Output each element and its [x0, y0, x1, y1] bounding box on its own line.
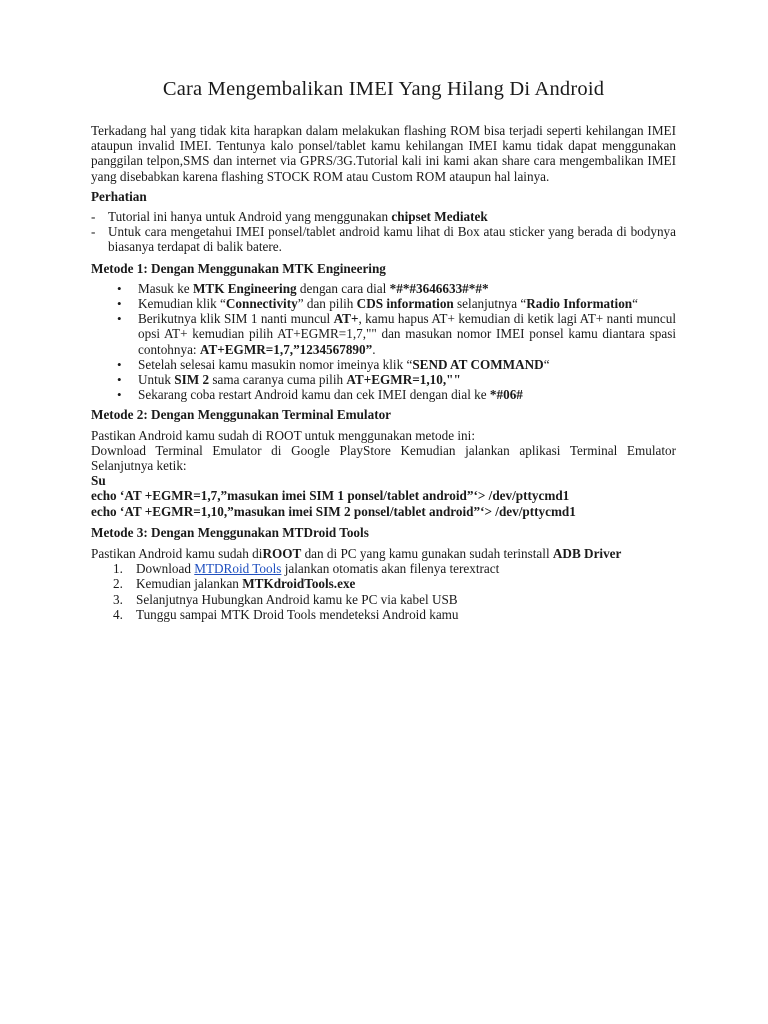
list-item	[91, 357, 676, 372]
list-item: - Untuk cara mengetahui IMEI ponsel/tablet android kamu lihat di Box atau sticker yang berada di bodynya biasanya terdapat di balik batere.	[91, 224, 676, 254]
item-text: Untuk	[138, 372, 175, 388]
chipset-label: chipset Mediatek	[391, 209, 488, 225]
item-text: Pastikan Android kamu sudah di	[91, 546, 263, 562]
item-text: dan di PC yang kamu gunakan sudah terinstall	[301, 546, 553, 562]
list-item	[91, 592, 676, 607]
metode1-heading: Metode 1: Dengan Menggunakan MTK Engineering	[91, 260, 386, 276]
item-bold: Connectivity	[225, 296, 298, 312]
item-text: “	[632, 296, 638, 312]
item-text: jalankan otomatis akan filenya terextract	[281, 561, 500, 577]
item-bold: CDS information	[356, 296, 454, 312]
item-text: Kemudian klik “	[138, 296, 226, 312]
metode2-heading: Metode 2: Dengan Menggunakan Terminal Emulator	[91, 407, 392, 423]
document-body	[91, 123, 676, 622]
dial-code: *#06#	[489, 387, 523, 403]
list-item	[91, 561, 676, 576]
perhatian-heading: Perhatian	[91, 188, 147, 204]
step-number: 1.	[113, 561, 123, 577]
item-bold: Radio Information	[526, 296, 633, 312]
list-item	[91, 209, 676, 224]
command-sim1	[91, 488, 676, 503]
metode2-line1: Pastikan Android kamu sudah di ROOT untuk menggunakan metode ini:	[91, 427, 475, 443]
item-text: ” dan pilih	[297, 296, 357, 312]
metode3-intro	[91, 546, 676, 561]
step-number: 3.	[113, 591, 123, 607]
item-text: , kamu hapus AT+ kemudian di ketik lagi AT+ nanti muncul opsi AT+ kemudian pilih AT+EGMR=1,7,"" dan masukan nomor IMEI ponsel kamu diantara spasi contohnya:	[138, 311, 676, 357]
step-number: 4.	[113, 606, 123, 622]
item-text: Tutorial ini hanya untuk Android yang menggunakan	[108, 209, 392, 225]
command-text: echo ‘AT +EGMR=1,10,”masukan imei SIM 2 ponsel/tablet android”‘> /dev/pttycmd1	[91, 503, 576, 519]
step-number: 2.	[113, 576, 123, 592]
item-text: Setelah selesai kamu masukin nomor imeinya klik “	[138, 356, 413, 372]
command-text: echo ‘AT +EGMR=1,7,”masukan imei SIM 1 ponsel/tablet android”‘> /dev/pttycmd1	[91, 488, 570, 504]
item-text: Kemudian jalankan	[136, 576, 243, 592]
item-bold: ADB Driver	[552, 546, 622, 562]
metode3-heading: Metode 3: Dengan Menggunakan MTDroid Tools	[91, 524, 369, 540]
item-text: dengan cara dial	[296, 280, 390, 296]
item-bold: AT+EGMR=1,7,”1234567890”	[199, 341, 373, 357]
list-item	[91, 607, 676, 622]
list-item	[91, 372, 676, 387]
item-bold: AT+	[333, 311, 359, 327]
item-text: sama caranya cuma pilih	[209, 372, 347, 388]
page-title: Cara Mengembalikan IMEI Yang Hilang Di Android	[162, 78, 605, 100]
item-text: selanjutnya “	[453, 296, 527, 312]
intro-paragraph: Terkadang hal yang tidak kita harapkan dalam melakukan flashing ROM bisa terjadi seperti kehilangan IMEI ataupun invalid IMEI. Tentunya kalo ponsel/tablet kamu kehilangan IMEI kamu tidak dapat menggunakan panggilan telpon,SMS dan internet via GPRS/3G.Tutorial kali ini kami akan share cara mengembalikan IMEI yang disebabkan karena flashing STOCK ROM atau Custom ROM ataupun hal lainya.	[91, 123, 676, 184]
command-su	[91, 473, 676, 488]
item-bold: ROOT	[262, 546, 302, 562]
item-text: Selanjutnya Hubungkan Android kamu ke PC via kabel USB	[136, 591, 458, 607]
item-text: Masuk ke	[138, 280, 193, 296]
item-bold: SEND AT COMMAND	[412, 356, 544, 372]
item-bold: MTK Engineering	[192, 280, 297, 296]
list-item	[91, 281, 676, 296]
metode1-list	[91, 281, 676, 403]
item-bold: AT+EGMR=1,10,""	[346, 372, 461, 388]
command-sim2	[91, 504, 676, 519]
item-bold: MTKdroidTools.exe	[242, 576, 356, 592]
list-item	[91, 387, 676, 402]
metode2-line2: Download Terminal Emulator di Google PlayStore Kemudian jalankan aplikasi Terminal Emulator Selanjutnya ketik:	[91, 442, 676, 474]
metode3-steps	[91, 561, 676, 622]
item-text: Sekarang coba restart Android kamu dan cek IMEI dengan dial ke	[138, 387, 490, 403]
list-item	[91, 296, 676, 311]
item-bold: SIM 2	[174, 372, 210, 388]
list-item	[91, 576, 676, 591]
mtdroid-tools-link[interactable]: MTDRoid Tools	[194, 561, 282, 577]
command-text: Su	[91, 473, 106, 489]
list-item	[91, 311, 676, 357]
dial-code: *#*#3646633#*#*	[389, 280, 489, 296]
item-text: .	[372, 341, 376, 357]
item-text: “	[543, 356, 550, 372]
item-text: Tunggu sampai MTK Droid Tools mendeteksi Android kamu	[136, 606, 459, 622]
item-text: Berikutnya klik SIM 1 nanti muncul	[138, 311, 334, 327]
item-text: Download	[136, 561, 195, 577]
perhatian-list	[91, 209, 676, 255]
